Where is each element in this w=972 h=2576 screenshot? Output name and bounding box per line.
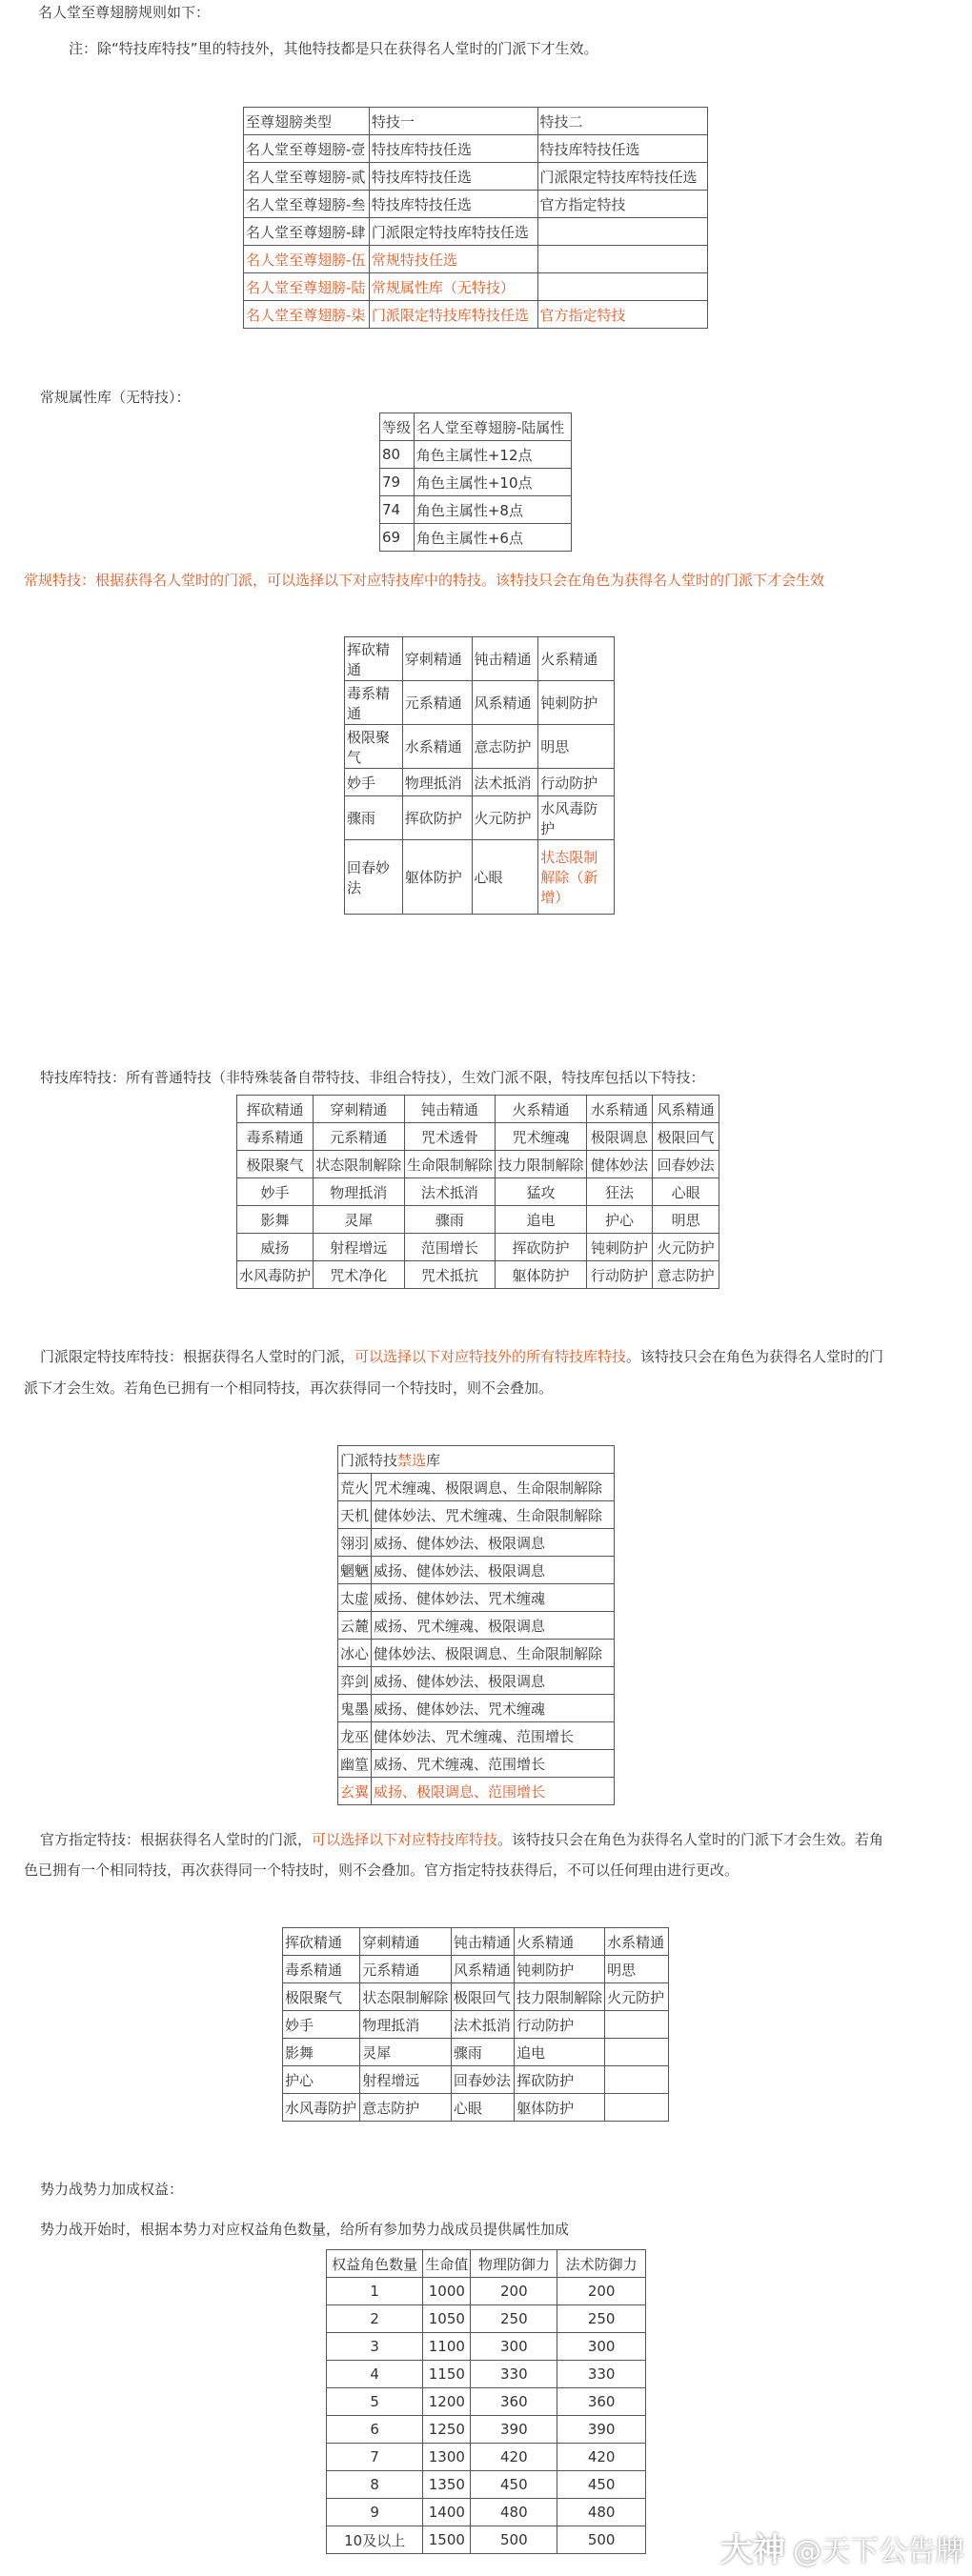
table-cell: 幽篁 bbox=[338, 1750, 372, 1778]
table-cell: 猛攻 bbox=[496, 1178, 587, 1206]
official-skill-text-c: 色已拥有一个相同特技，再次获得同一个特技时，则不会叠加。官方指定特技获得后，不可以任何理由进行更改。 bbox=[24, 1862, 739, 1879]
table-cell: 心眼 bbox=[451, 2094, 514, 2122]
table-cell: 360 bbox=[471, 2388, 557, 2416]
table-cell: 妙手 bbox=[237, 1178, 314, 1206]
lib-skill-text: 特技库特技：所有普通特技（非特殊装备自带特技、非组合特技），生效门派不限，特技库包括以下特技： bbox=[40, 1069, 705, 1086]
common-skill-text: 常规特技：根据获得名人堂时的门派，可以选择以下对应特技库中的特技。该特技只会在角色为获得名人堂时的门派下才会生效 bbox=[24, 572, 825, 589]
table-cell: 450 bbox=[471, 2471, 557, 2499]
table-cell: 元系精通 bbox=[314, 1123, 405, 1151]
power-war-desc: 势力战开始时，根据本势力对应权益角色数量，给所有参加势力战成员提供属性加成 bbox=[40, 2221, 570, 2238]
table-cell: 法术抵消 bbox=[404, 1178, 496, 1206]
table-cell: 火系精通 bbox=[538, 637, 615, 681]
table-cell: 天机 bbox=[338, 1501, 372, 1529]
table-cell: 威扬、健体妙法、极限调息 bbox=[372, 1529, 615, 1557]
table-row bbox=[237, 1123, 719, 1151]
table-cell: 火元防护 bbox=[472, 796, 538, 840]
table-cell: 1000 bbox=[423, 2278, 471, 2305]
table-cell: 250 bbox=[557, 2305, 646, 2333]
table-row bbox=[338, 1778, 615, 1805]
table-row bbox=[237, 1206, 719, 1234]
table-cell: 200 bbox=[471, 2278, 557, 2305]
table-cell: 生命限制解除 bbox=[404, 1151, 496, 1178]
table-cell: 威扬、健体妙法、咒术缠魂 bbox=[372, 1695, 615, 1722]
table-cell: 躯体防护 bbox=[515, 2094, 605, 2122]
table-cell: 特技库特技任选 bbox=[369, 135, 537, 163]
table-cell: 毒系精通 bbox=[237, 1123, 314, 1151]
table-cell: 5 bbox=[327, 2388, 423, 2416]
table-header-row bbox=[327, 2250, 646, 2278]
table-cell: 官方指定特技 bbox=[537, 301, 708, 329]
table-cell: 玄翼 bbox=[338, 1778, 372, 1805]
table-cell: 咒术缠魂、极限调息、生命限制解除 bbox=[372, 1474, 615, 1501]
table-cell: 法术抵消 bbox=[451, 2011, 514, 2039]
table-row bbox=[338, 1750, 615, 1778]
table-cell: 状态限制解除 bbox=[314, 1151, 405, 1178]
table-cell: 名人堂至尊翅膀-壹 bbox=[244, 135, 370, 163]
table-cell: 1500 bbox=[423, 2526, 471, 2554]
table-cell: 元系精通 bbox=[360, 1956, 452, 1983]
table-cell: 名人堂至尊翅膀-叁 bbox=[244, 191, 370, 218]
table-cell: 1150 bbox=[423, 2361, 471, 2388]
table-row bbox=[283, 2066, 669, 2094]
table-cell: 极限聚气 bbox=[345, 725, 403, 769]
table-cell: 8 bbox=[327, 2471, 423, 2499]
table-cell: 骤雨 bbox=[404, 1206, 496, 1234]
table-cell: 龙巫 bbox=[338, 1722, 372, 1750]
table-cell: 技力限制解除 bbox=[515, 1983, 605, 2011]
watermark-handle: @天下公告牌 bbox=[793, 2535, 964, 2568]
table-cell: 9 bbox=[327, 2499, 423, 2526]
table-cell: 79 bbox=[380, 469, 415, 496]
table-cell: 状态限制解除 bbox=[360, 1983, 452, 2011]
table-row bbox=[237, 1178, 719, 1206]
table-cell: 火系精通 bbox=[515, 1928, 605, 1956]
table-cell bbox=[537, 246, 708, 273]
table-cell: 穿刺精通 bbox=[314, 1096, 405, 1123]
table-cell: 4 bbox=[327, 2361, 423, 2388]
sect-header-b: 库 bbox=[426, 1451, 441, 1469]
table-header-cell: 特技二 bbox=[537, 108, 708, 135]
table-cell bbox=[537, 218, 708, 246]
table-cell: 威扬 bbox=[237, 1234, 314, 1261]
table-cell: 300 bbox=[557, 2333, 646, 2361]
table-cell: 69 bbox=[380, 524, 415, 552]
table-row bbox=[237, 1234, 719, 1261]
table-row bbox=[244, 163, 708, 191]
table-cell: 影舞 bbox=[237, 1206, 314, 1234]
table-row bbox=[283, 1928, 669, 1956]
table-header-cell: 名人堂至尊翅膀-陆属性 bbox=[414, 413, 571, 441]
table-cell: 水风毒防护 bbox=[283, 2094, 360, 2122]
table-cell: 骤雨 bbox=[451, 2039, 514, 2066]
table-cell: 火元防护 bbox=[653, 1234, 719, 1261]
official-skill-text-a: 官方指定特技：根据获得名人堂时的门派， bbox=[40, 1831, 313, 1848]
table-cell: 官方指定特技 bbox=[537, 191, 708, 218]
table-cell: 灵犀 bbox=[314, 1206, 405, 1234]
sect-skill-text-c: 派下才会生效。若角色已拥有一个相同特技，再次获得同一个特技时，则不会叠加。 bbox=[24, 1379, 554, 1397]
table-cell: 健体妙法、咒术缠魂、范围增长 bbox=[372, 1722, 615, 1750]
table-cell: 追电 bbox=[496, 1206, 587, 1234]
table-row bbox=[327, 2278, 646, 2305]
table-cell: 咒术抵抗 bbox=[404, 1261, 496, 1289]
table-row bbox=[345, 840, 615, 915]
sect-header-red: 禁选 bbox=[397, 1451, 427, 1469]
table-cell: 钝刺防护 bbox=[515, 1956, 605, 1983]
table-cell: 法术抵消 bbox=[472, 769, 538, 796]
table-header-cell: 至尊翅膀类型 bbox=[244, 108, 370, 135]
table-row bbox=[345, 637, 615, 681]
sect-skill-text-red: 可以选择以下对应特技外的所有特技库特技 bbox=[354, 1348, 627, 1365]
table-row bbox=[345, 725, 615, 769]
table-cell: 意志防护 bbox=[653, 1261, 719, 1289]
table-cell: 射程增远 bbox=[314, 1234, 405, 1261]
table-cell: 1 bbox=[327, 2278, 423, 2305]
table-cell: 威扬、咒术缠魂、极限调息 bbox=[372, 1612, 615, 1640]
table-cell: 咒术缠魂 bbox=[496, 1123, 587, 1151]
table-cell: 名人堂至尊翅膀-陆 bbox=[244, 273, 370, 301]
table-cell: 水系精通 bbox=[605, 1928, 669, 1956]
table-cell: 500 bbox=[471, 2526, 557, 2554]
table-row bbox=[327, 2388, 646, 2416]
table-cell: 威扬、极限调息、范围增长 bbox=[372, 1778, 615, 1805]
table-cell: 威扬、健体妙法、极限调息 bbox=[372, 1667, 615, 1695]
table-cell: 水风毒防护 bbox=[538, 796, 615, 840]
table-row bbox=[244, 301, 708, 329]
table-cell: 极限回气 bbox=[653, 1123, 719, 1151]
table-cell: 门派限定特技库特技任选 bbox=[369, 218, 537, 246]
watermark-brand: 大神 bbox=[720, 2531, 785, 2569]
table-cell: 物理抵消 bbox=[314, 1178, 405, 1206]
power-war-table bbox=[326, 2249, 646, 2554]
table-cell: 水系精通 bbox=[586, 1096, 653, 1123]
table-cell: 云麓 bbox=[338, 1612, 372, 1640]
table-cell: 冰心 bbox=[338, 1640, 372, 1667]
table-row bbox=[244, 246, 708, 273]
official-skill-text bbox=[40, 1827, 945, 1853]
table-header-cell: 物理防御力 bbox=[471, 2250, 557, 2278]
table-cell: 钝击精通 bbox=[472, 637, 538, 681]
table-cell: 角色主属性+8点 bbox=[414, 496, 571, 524]
table-row bbox=[338, 1529, 615, 1557]
table-cell: 250 bbox=[471, 2305, 557, 2333]
attr-table bbox=[379, 413, 572, 552]
table-row bbox=[283, 1983, 669, 2011]
table-row bbox=[327, 2471, 646, 2499]
table-cell: 护心 bbox=[586, 1206, 653, 1234]
table-row bbox=[283, 1956, 669, 1983]
table-cell: 健体妙法 bbox=[586, 1151, 653, 1178]
table-cell: 威扬、健体妙法、咒术缠魂 bbox=[372, 1584, 615, 1612]
table-cell: 420 bbox=[557, 2444, 646, 2471]
table-cell: 480 bbox=[557, 2499, 646, 2526]
sect-table-header bbox=[338, 1446, 615, 1474]
table-cell: 300 bbox=[471, 2333, 557, 2361]
table-cell: 360 bbox=[557, 2388, 646, 2416]
table-cell: 行动防护 bbox=[586, 1261, 653, 1289]
table-cell: 荒火 bbox=[338, 1474, 372, 1501]
table-cell: 元系精通 bbox=[402, 681, 472, 725]
table-cell: 追电 bbox=[515, 2039, 605, 2066]
table-cell: 明思 bbox=[653, 1206, 719, 1234]
table-header-row bbox=[244, 108, 708, 135]
table-cell: 1100 bbox=[423, 2333, 471, 2361]
table-cell: 弈剑 bbox=[338, 1667, 372, 1695]
table-cell: 极限聚气 bbox=[237, 1151, 314, 1178]
table-row bbox=[345, 681, 615, 725]
table-row bbox=[338, 1695, 615, 1722]
table-cell: 常规属性库（无特技） bbox=[369, 273, 537, 301]
table-row bbox=[237, 1261, 719, 1289]
table-row bbox=[327, 2361, 646, 2388]
table-cell: 护心 bbox=[283, 2066, 360, 2094]
table-cell: 射程增远 bbox=[360, 2066, 452, 2094]
table-cell: 回春妙法 bbox=[451, 2066, 514, 2094]
table-cell: 太虚 bbox=[338, 1584, 372, 1612]
table-cell: 意志防护 bbox=[360, 2094, 452, 2122]
table-cell bbox=[537, 273, 708, 301]
table-row bbox=[327, 2416, 646, 2444]
table-row bbox=[244, 135, 708, 163]
table-cell: 极限聚气 bbox=[283, 1983, 360, 2011]
table-cell: 躯体防护 bbox=[402, 840, 472, 915]
table-cell: 火元防护 bbox=[605, 1983, 669, 2011]
table-cell: 挥砍精通 bbox=[283, 1928, 360, 1956]
table-cell: 风系精通 bbox=[472, 681, 538, 725]
table-row bbox=[283, 2039, 669, 2066]
table-cell: 480 bbox=[471, 2499, 557, 2526]
table-row bbox=[327, 2526, 646, 2554]
table-cell: 健体妙法、极限调息、生命限制解除 bbox=[372, 1640, 615, 1667]
table-cell: 500 bbox=[557, 2526, 646, 2554]
table-cell bbox=[605, 2011, 669, 2039]
table-row bbox=[327, 2444, 646, 2471]
table-cell: 80 bbox=[380, 441, 415, 469]
common-skill-table bbox=[344, 636, 615, 915]
table-cell: 威扬、咒术缠魂、范围增长 bbox=[372, 1750, 615, 1778]
table-cell: 骤雨 bbox=[345, 796, 403, 840]
table-row bbox=[338, 1722, 615, 1750]
table-cell: 常规特技任选 bbox=[369, 246, 537, 273]
table-row bbox=[380, 441, 572, 469]
table-cell: 魍魉 bbox=[338, 1557, 372, 1584]
table-row bbox=[327, 2305, 646, 2333]
table-header-cell: 法术防御力 bbox=[557, 2250, 646, 2278]
table-cell: 毒系精通 bbox=[283, 1956, 360, 1983]
table-cell: 健体妙法、咒术缠魂、生命限制解除 bbox=[372, 1501, 615, 1529]
table-cell: 450 bbox=[557, 2471, 646, 2499]
table-row bbox=[283, 2094, 669, 2122]
table-cell: 毒系精通 bbox=[345, 681, 403, 725]
table-cell: 行动防护 bbox=[538, 769, 615, 796]
table-header-row bbox=[380, 413, 572, 441]
table-cell: 特技库特技任选 bbox=[369, 163, 537, 191]
sect-skill-table bbox=[337, 1445, 615, 1805]
table-cell: 咒术净化 bbox=[314, 1261, 405, 1289]
table-header-cell: 等级 bbox=[380, 413, 415, 441]
table-cell: 角色主属性+6点 bbox=[414, 524, 571, 552]
table-cell: 穿刺精通 bbox=[360, 1928, 452, 1956]
table-row bbox=[244, 218, 708, 246]
table-header-cell: 特技一 bbox=[369, 108, 537, 135]
table-row bbox=[244, 273, 708, 301]
attr-section-title: 常规属性库（无特技）： bbox=[40, 389, 191, 406]
table-cell: 角色主属性+12点 bbox=[414, 441, 571, 469]
table-cell: 钝击精通 bbox=[451, 1928, 514, 1956]
table-cell: 水风毒防护 bbox=[237, 1261, 314, 1289]
table-cell: 330 bbox=[557, 2361, 646, 2388]
table-row bbox=[380, 524, 572, 552]
sect-header-a: 门派特技 bbox=[340, 1451, 398, 1469]
sect-skill-text-a: 门派限定特技库特技：根据获得名人堂时的门派， bbox=[40, 1348, 355, 1365]
table-cell: 心眼 bbox=[472, 840, 538, 915]
table-row bbox=[237, 1151, 719, 1178]
table-cell: 心眼 bbox=[653, 1178, 719, 1206]
table-cell: 风系精通 bbox=[653, 1096, 719, 1123]
table-cell: 妙手 bbox=[345, 769, 403, 796]
table-row bbox=[338, 1557, 615, 1584]
table-cell: 330 bbox=[471, 2361, 557, 2388]
table-cell: 钝刺防护 bbox=[586, 1234, 653, 1261]
official-skill-table bbox=[282, 1927, 669, 2122]
sect-skill-text-b: 。该特技只会在角色为获得名人堂时的门 bbox=[626, 1348, 884, 1365]
table-cell: 名人堂至尊翅膀-伍 bbox=[244, 246, 370, 273]
table-cell: 物理抵消 bbox=[360, 2011, 452, 2039]
table-cell: 挥砍精通 bbox=[237, 1096, 314, 1123]
table-cell: 回春妙法 bbox=[345, 840, 403, 915]
table-cell: 咒术透骨 bbox=[404, 1123, 496, 1151]
table-cell: 狂法 bbox=[586, 1178, 653, 1206]
table-row bbox=[338, 1474, 615, 1501]
table-cell: 200 bbox=[557, 2278, 646, 2305]
table-row bbox=[338, 1612, 615, 1640]
table-cell: 420 bbox=[471, 2444, 557, 2471]
table-cell: 1200 bbox=[423, 2388, 471, 2416]
table-cell: 1050 bbox=[423, 2305, 471, 2333]
table-cell: 极限回气 bbox=[451, 1983, 514, 2011]
table-cell: 范围增长 bbox=[404, 1234, 496, 1261]
table-cell: 妙手 bbox=[283, 2011, 360, 2039]
table-cell: 3 bbox=[327, 2333, 423, 2361]
table-cell: 390 bbox=[557, 2416, 646, 2444]
table-row bbox=[380, 496, 572, 524]
table-cell: 回春妙法 bbox=[653, 1151, 719, 1178]
table-cell: 物理抵消 bbox=[402, 769, 472, 796]
table-cell: 意志防护 bbox=[472, 725, 538, 769]
official-skill-text-red: 可以选择以下对应特技库特技 bbox=[312, 1831, 498, 1848]
table-cell: 1350 bbox=[423, 2471, 471, 2499]
table-cell: 名人堂至尊翅膀-柒 bbox=[244, 301, 370, 329]
table-cell: 名人堂至尊翅膀-贰 bbox=[244, 163, 370, 191]
table-cell: 钝击精通 bbox=[404, 1096, 496, 1123]
table-row bbox=[345, 796, 615, 840]
table-cell: 水系精通 bbox=[402, 725, 472, 769]
table-cell: 影舞 bbox=[283, 2039, 360, 2066]
table-row bbox=[327, 2333, 646, 2361]
table-cell: 1300 bbox=[423, 2444, 471, 2471]
table-cell: 特技库特技任选 bbox=[537, 135, 708, 163]
table-header-cell: 生命值 bbox=[423, 2250, 471, 2278]
table-cell bbox=[605, 2066, 669, 2094]
table-cell: 门派限定特技库特技任选 bbox=[369, 301, 537, 329]
table-cell: 鬼墨 bbox=[338, 1695, 372, 1722]
table-cell: 躯体防护 bbox=[496, 1261, 587, 1289]
lib-skill-table bbox=[236, 1095, 719, 1289]
table-row bbox=[338, 1640, 615, 1667]
table-cell: 威扬、健体妙法、极限调息 bbox=[372, 1557, 615, 1584]
watermark bbox=[720, 2524, 964, 2570]
table-cell: 7 bbox=[327, 2444, 423, 2471]
sect-skill-text bbox=[40, 1344, 945, 1370]
table-row bbox=[244, 191, 708, 218]
table-row bbox=[237, 1096, 719, 1123]
official-skill-text-b: 。该特技只会在角色为获得名人堂时的门派下才会生效。若角 bbox=[497, 1831, 884, 1848]
table-cell: 挥砍防护 bbox=[402, 796, 472, 840]
table-cell: 翎羽 bbox=[338, 1529, 372, 1557]
table-row bbox=[283, 2011, 669, 2039]
table-row bbox=[338, 1501, 615, 1529]
table-cell: 风系精通 bbox=[451, 1956, 514, 1983]
table-cell: 明思 bbox=[538, 725, 615, 769]
table-cell: 技力限制解除 bbox=[496, 1151, 587, 1178]
power-war-title: 势力战势力加成权益： bbox=[40, 2181, 184, 2198]
table-cell: 门派限定特技库特技任选 bbox=[537, 163, 708, 191]
table-row bbox=[345, 769, 615, 796]
table-cell: 390 bbox=[471, 2416, 557, 2444]
table-cell: 钝刺防护 bbox=[538, 681, 615, 725]
table-row bbox=[380, 469, 572, 496]
table-cell: 状态限制解除（新增） bbox=[538, 840, 615, 915]
table-cell: 灵犀 bbox=[360, 2039, 452, 2066]
table-cell: 极限调息 bbox=[586, 1123, 653, 1151]
intro-note: 注：除“特技库特技”里的特技外，其他特技都是只在获得名人堂时的门派下才生效。 bbox=[69, 40, 598, 57]
table-cell: 1400 bbox=[423, 2499, 471, 2526]
table-row bbox=[338, 1584, 615, 1612]
table-cell: 1250 bbox=[423, 2416, 471, 2444]
table-row bbox=[338, 1667, 615, 1695]
table-cell: 挥砍防护 bbox=[496, 1234, 587, 1261]
table-cell bbox=[605, 2094, 669, 2122]
table-cell: 名人堂至尊翅膀-肆 bbox=[244, 218, 370, 246]
table-cell: 2 bbox=[327, 2305, 423, 2333]
table-row bbox=[327, 2499, 646, 2526]
table-header-cell: 权益角色数量 bbox=[327, 2250, 423, 2278]
table-cell: 行动防护 bbox=[515, 2011, 605, 2039]
table-cell: 穿刺精通 bbox=[402, 637, 472, 681]
wing-table bbox=[243, 107, 708, 329]
intro-heading: 名人堂至尊翅膀规则如下： bbox=[38, 4, 211, 21]
table-cell: 10及以上 bbox=[327, 2526, 423, 2554]
table-cell: 明思 bbox=[605, 1956, 669, 1983]
table-cell: 特技库特技任选 bbox=[369, 191, 537, 218]
table-cell bbox=[605, 2039, 669, 2066]
table-cell: 挥砍防护 bbox=[515, 2066, 605, 2094]
table-cell: 6 bbox=[327, 2416, 423, 2444]
table-cell: 挥砍精通 bbox=[345, 637, 403, 681]
table-cell: 74 bbox=[380, 496, 415, 524]
table-cell: 火系精通 bbox=[496, 1096, 587, 1123]
table-cell: 角色主属性+10点 bbox=[414, 469, 571, 496]
